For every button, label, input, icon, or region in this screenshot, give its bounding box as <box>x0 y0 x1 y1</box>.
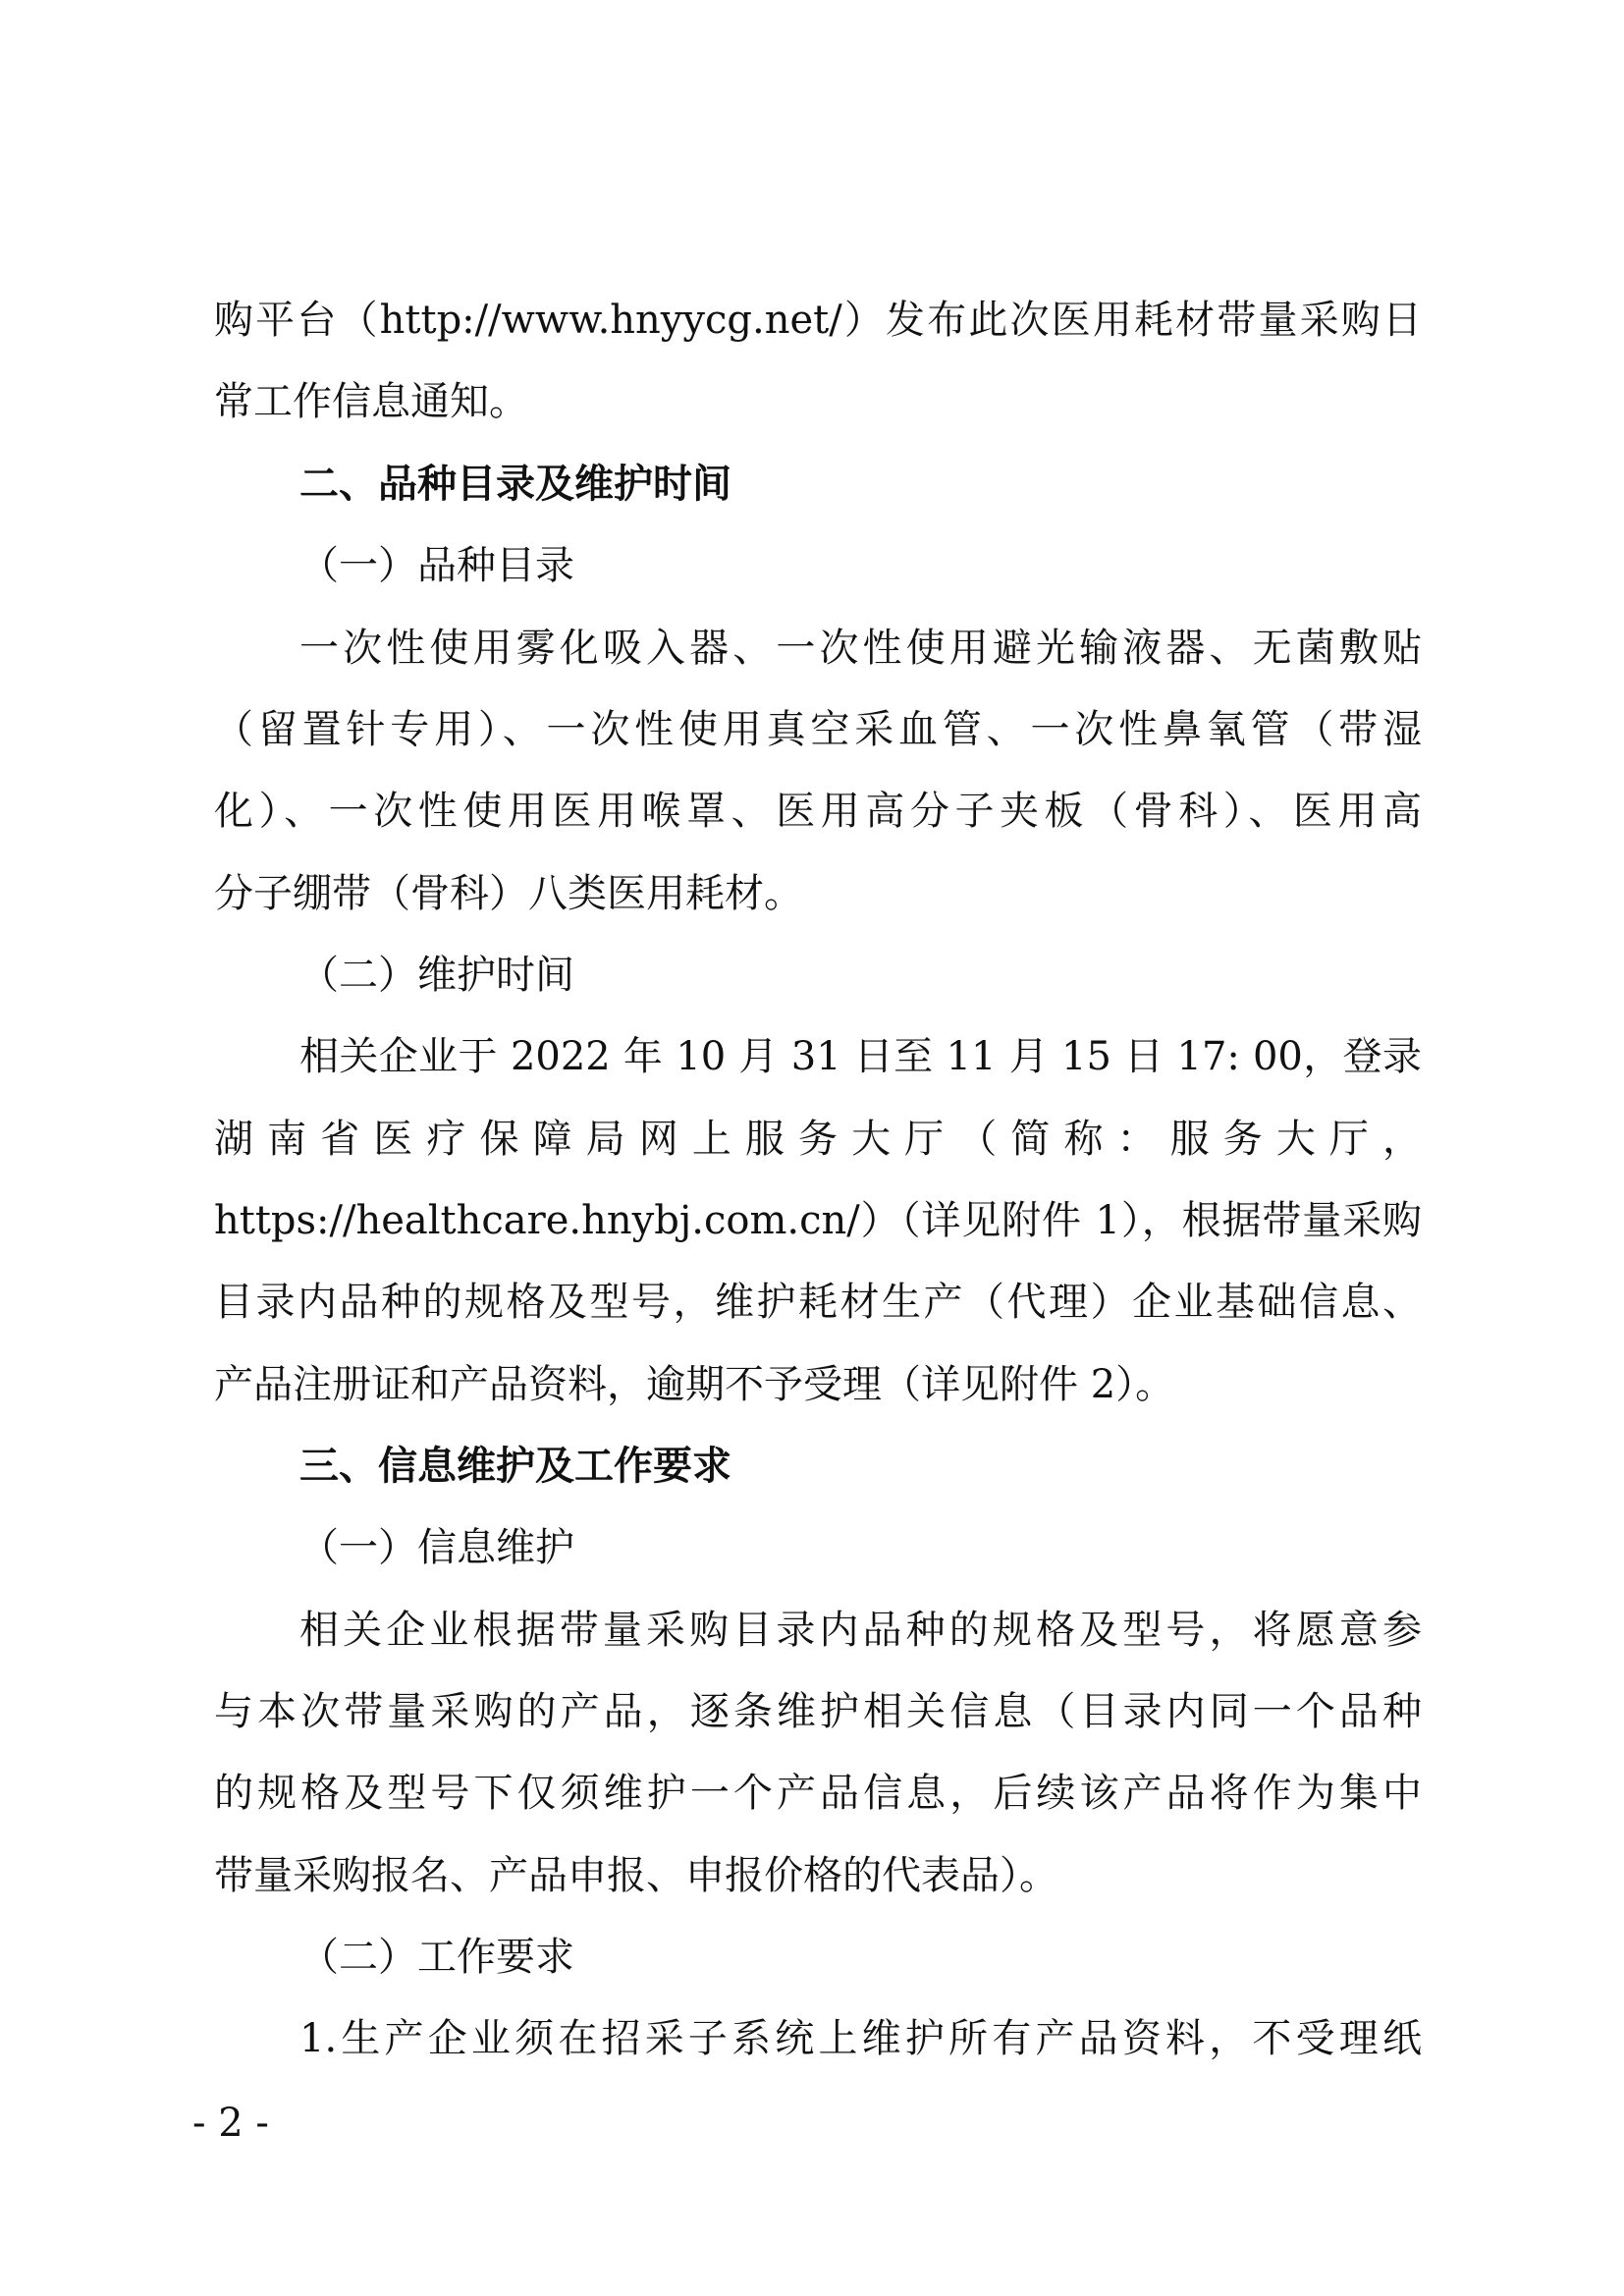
paragraph-line: 的规格及型号下仅须维护一个产品信息，后续该产品将作为集中 <box>214 1771 1422 1816</box>
subsection-heading: （二）维护时间 <box>299 953 574 998</box>
subsection-heading: （一）品种目录 <box>299 543 574 588</box>
section-heading: 二、品种目录及维护时间 <box>299 462 731 507</box>
section-heading: 三、信息维护及工作要求 <box>299 1444 731 1489</box>
subsection-heading: （一）信息维护 <box>299 1525 574 1570</box>
paragraph-line: 购平台（http://www.hnyycg.net/）发布此次医用耗材带量采购日 <box>214 298 1422 343</box>
paragraph-line: 一次性使用雾化吸入器、一次性使用避光输液器、无菌敷贴 <box>299 626 1422 671</box>
subsection-heading: （二）工作要求 <box>299 1935 574 1980</box>
paragraph-line: 常工作信息通知。 <box>214 379 528 424</box>
paragraph-line: 1.生产企业须在招采子系统上维护所有产品资料，不受理纸 <box>299 2016 1422 2061</box>
paragraph-line: https://healthcare.hnybj.com.cn/）（详见附件 1），根据带量采购 <box>214 1198 1422 1243</box>
page-number: - 2 - <box>192 2101 269 2146</box>
paragraph-line: 与本次带量采购的产品，逐条维护相关信息（目录内同一个品种 <box>214 1689 1422 1734</box>
paragraph-line: 化）、一次性使用医用喉罩、医用高分子夹板（骨科）、医用高 <box>214 789 1422 834</box>
paragraph-line: 带量采购报名、产品申报、申报价格的代表品）。 <box>214 1853 1058 1898</box>
paragraph-line: 湖南省医疗保障局网上服务大厅（简称：服务大厅， <box>214 1117 1422 1162</box>
paragraph-line: 目录内品种的规格及型号，维护耗材生产（代理）企业基础信息、 <box>214 1280 1422 1325</box>
paragraph-line: （留置针专用）、一次性使用真空采血管、一次性鼻氧管（带湿 <box>214 707 1422 752</box>
paragraph-line: 产品注册证和产品资料，逾期不予受理（详见附件 2）。 <box>214 1362 1175 1407</box>
paragraph-line: 分子绷带（骨科）八类医用耗材。 <box>214 871 803 916</box>
paragraph-line: 相关企业根据带量采购目录内品种的规格及型号，将愿意参 <box>299 1608 1422 1653</box>
paragraph-line: 相关企业于 2022 年 10 月 31 日至 11 月 15 日 17: 00，登录 <box>299 1034 1422 1079</box>
